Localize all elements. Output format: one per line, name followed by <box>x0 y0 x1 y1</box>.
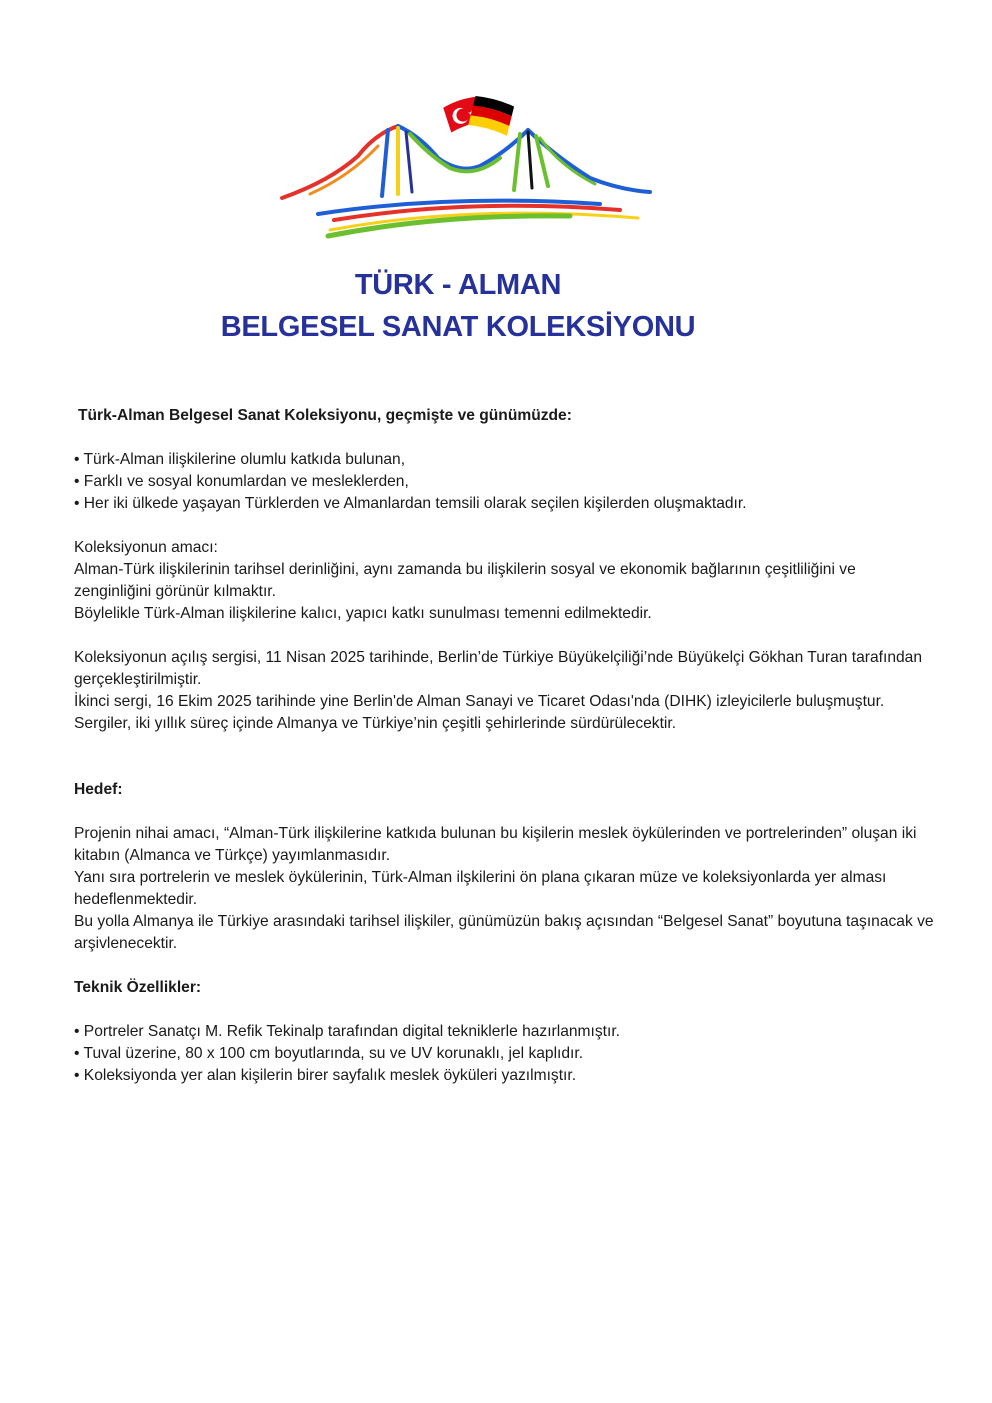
technical-bullet-2: • Tuval üzerine, 80 x 100 cm boyutlarında, su ve UV korunaklı, jel kaplıdır. <box>74 1045 584 1062</box>
exhibitions-text-3: Sergiler, iki yıllık süreç içinde Almanya ve Türkiye’nin çeşitli şehirlerinde sürdürülecektir. <box>74 715 677 732</box>
intro-heading: Türk-Alman Belgesel Sanat Koleksiyonu, geçmişte ve günümüzde: <box>78 407 572 424</box>
goal-text-3: Bu yolla Almanya ile Türkiye arasındaki tarihsel ilişkiler, günümüzün bakış açısından “Belgesel Sanat” boyutuna taşınacak ve arşivlenecektir. <box>74 913 934 952</box>
purpose-text-2: Böylelikle Türk-Alman ilişkilerine kalıcı, yapıcı katkı sunulması temenni edilmektedir. <box>74 605 652 622</box>
intro-bullet-1: • Türk-Alman ilişkilerine olumlu katkıda bulunan, <box>74 451 406 468</box>
purpose-label: Koleksiyonun amacı: <box>74 539 218 556</box>
bridge-with-flags-logo <box>270 86 660 246</box>
technical-heading: Teknik Özellikler: <box>74 979 202 996</box>
german-flag-icon <box>468 95 515 136</box>
title-line-2: BELGESEL SANAT KOLEKSİYONU <box>220 311 696 343</box>
goal-heading: Hedef: <box>74 781 123 798</box>
bridge-tower-left <box>382 130 388 196</box>
intro-bullet-3: • Her iki ülkede yaşayan Türklerden ve Almanlardan temsili olarak seçilen kişilerden oluşmaktadır. <box>74 495 747 512</box>
bridge-cable-left <box>282 126 398 198</box>
goal-text-1: Projenin nihai amacı, “Alman-Türk ilişkilerine katkıda bulunan bu kişilerin meslek öykülerinden ve portrelerinden” oluşan iki kitabın (Almanca ve Türkçe) yayımlanmasıdır. <box>74 825 917 864</box>
title-line-1: TÜRK - ALMAN <box>354 269 562 301</box>
technical-bullet-1: • Portreler Sanatçı M. Refik Tekinalp tarafından digital tekniklerle hazırlanmıştır. <box>74 1023 621 1040</box>
goal-text-2: Yanı sıra portrelerin ve meslek öykülerinin, Türk-Alman ilşkilerini ön plana çıkaran müze ve koleksiyonlarda yer alması hedeflenmektedir. <box>74 869 887 908</box>
intro-bullet-2: • Farklı ve sosyal konumlardan ve mesleklerden, <box>74 473 409 490</box>
exhibitions-text-2: İkinci sergi, 16 Ekim 2025 tarihinde yine Berlin'de Alman Sanayi ve Ticaret Odası'nda (DIHK) izleyicilerle buluşmuştur. <box>74 693 885 710</box>
exhibitions-text-1: Koleksiyonun açılış sergisi, 11 Nisan 2025 tarihinde, Berlin’de Türkiye Büyükelçiliği’nde Büyükelçi Gökhan Turan tarafından gerçekleştirilmiştir. <box>74 649 923 688</box>
purpose-text-1: Alman-Türk ilişkilerinin tarihsel derinliğini, aynı zamanda bu ilişkilerin sosyal ve ekonomik bağlarının çeşitliliğini ve zenginliğini görünür kılmaktır. <box>74 561 856 600</box>
document-body <box>74 405 934 1087</box>
technical-bullet-3: • Koleksiyonda yer alan kişilerin birer sayfalık meslek öyküleri yazılmıştır. <box>74 1067 577 1084</box>
